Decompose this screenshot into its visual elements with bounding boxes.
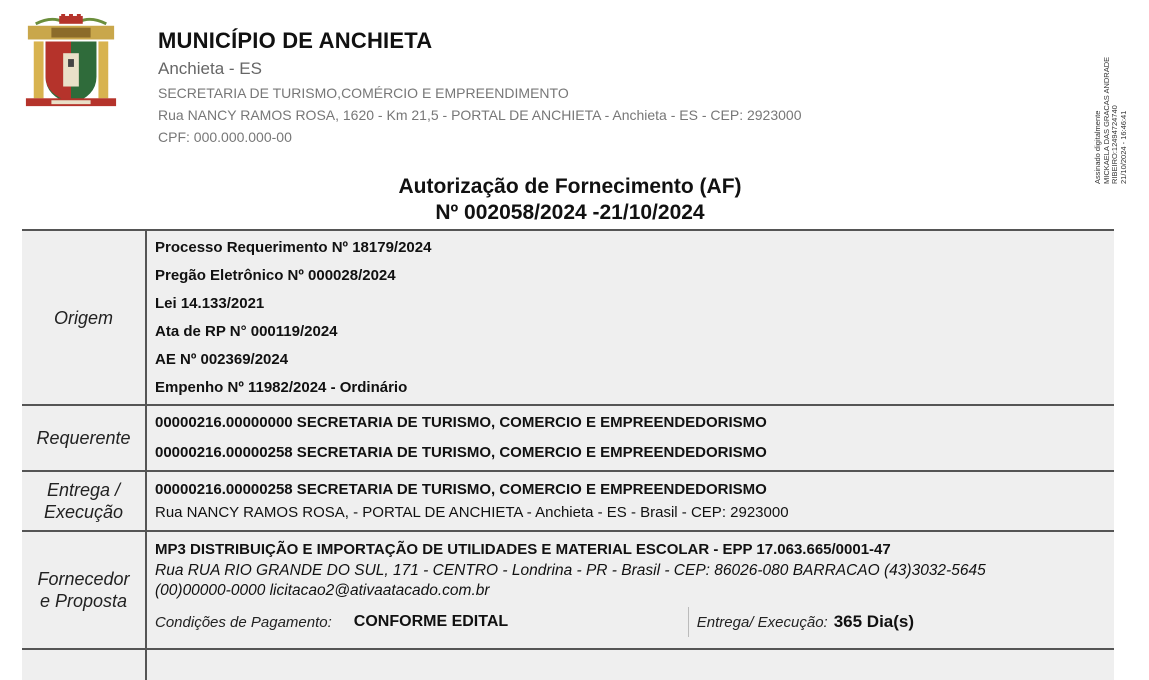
origem-line: Processo Requerimento Nº 18179/2024 [155, 238, 432, 256]
next-row-label [22, 649, 146, 680]
origem-line: Pregão Eletrônico Nº 000028/2024 [155, 266, 396, 284]
entrega-values [146, 471, 1114, 531]
requerente-label: Requerente [22, 405, 146, 471]
origem-line: Empenho Nº 11982/2024 - Ordinário [155, 378, 408, 396]
fornecedor-row [22, 531, 1114, 649]
supplier-address-1: Rua RUA RIO GRANDE DO SUL, 171 - CENTRO - Londrina - PR - Brasil - CEP: 86026-080 BARRACAO (43)3032-5645 [155, 562, 986, 579]
entrega-label-line-1: Entrega / [46, 480, 121, 500]
delivery-value: 365 Dia(s) [833, 612, 915, 631]
authorization-table [22, 229, 1114, 680]
delivery-term [688, 607, 914, 637]
department-address: Rua NANCY RAMOS ROSA, 1620 - Km 21,5 - PORTAL DE ANCHIETA - Anchieta - ES - CEP: 2923000 [158, 107, 802, 123]
payment-conditions [155, 607, 1114, 641]
entrega-address: Rua NANCY RAMOS ROSA, - PORTAL DE ANCHIETA - Anchieta - ES - Brasil - CEP: 2923000 [155, 504, 789, 521]
department-name: SECRETARIA DE TURISMO,COMÉRCIO E EMPREENDIMENTO [158, 85, 569, 101]
next-row-values [146, 649, 1114, 680]
signature-line-1: Assinado digitalmente [1093, 110, 1102, 184]
municipality-name: MUNICÍPIO DE ANCHIETA [158, 28, 433, 53]
origem-line: AE Nº 002369/2024 [155, 350, 289, 368]
signature-line-2: MICKAELA DAS GRACAS ANDRADE [1101, 56, 1111, 184]
origem-line: Lei 14.133/2021 [155, 294, 265, 312]
origem-line: Ata de RP N° 000119/2024 [155, 322, 338, 340]
payment-label: Condições de Pagamento: [155, 613, 332, 631]
document-title: Autorização de Fornecimento (AF) [398, 175, 742, 198]
requerente-line: 00000216.00000000 SECRETARIA DE TURISMO, COMERCIO E EMPREENDEDORISMO [155, 414, 767, 431]
next-row [22, 649, 1114, 680]
document-header [158, 28, 801, 145]
entrega-org: 00000216.00000258 SECRETARIA DE TURISMO, COMERCIO E EMPREENDEDORISMO [155, 481, 767, 498]
supplier-address-2: (00)00000-0000 licitacao2@ativaatacado.com.br [155, 582, 490, 599]
origem-row [22, 230, 1114, 405]
origem-label: Origem [22, 230, 146, 405]
supplier-name: MP3 DISTRIBUIÇÃO E IMPORTAÇÃO DE UTILIDADES E MATERIAL ESCOLAR - EPP 17.063.665/0001-47 [155, 541, 891, 558]
digital-signature-stamp [1094, 0, 1128, 184]
fornecedor-values [146, 531, 1114, 649]
fornecedor-label [22, 531, 146, 649]
municipal-coat-of-arms [22, 14, 120, 112]
fornecedor-label-line-1: Fornecedor [37, 569, 130, 589]
municipality-city: Anchieta - ES [158, 59, 262, 78]
requerente-line: 00000216.00000258 SECRETARIA DE TURISMO, COMERCIO E EMPREENDEDORISMO [155, 444, 767, 461]
entrega-label-line-2: Execução [43, 502, 124, 522]
delivery-label: Entrega/ Execução: [696, 613, 828, 631]
signature-line-3: RIBEIRO:12494724740 [1110, 105, 1120, 184]
payment-value: CONFORME EDITAL [353, 613, 509, 630]
document-number: Nº 002058/2024 -21/10/2024 [435, 201, 705, 224]
cpf-number: CPF: 000.000.000-00 [158, 129, 292, 145]
entrega-row [22, 471, 1114, 531]
document-title-block [0, 174, 1140, 226]
entrega-label [22, 471, 146, 531]
signature-line-4: 21/10/2024 - 16:46:41 [1118, 110, 1128, 184]
requerente-values [146, 405, 1114, 471]
requerente-row [22, 405, 1114, 471]
fornecedor-label-line-2: e Proposta [39, 591, 128, 611]
origem-values [146, 230, 1114, 405]
